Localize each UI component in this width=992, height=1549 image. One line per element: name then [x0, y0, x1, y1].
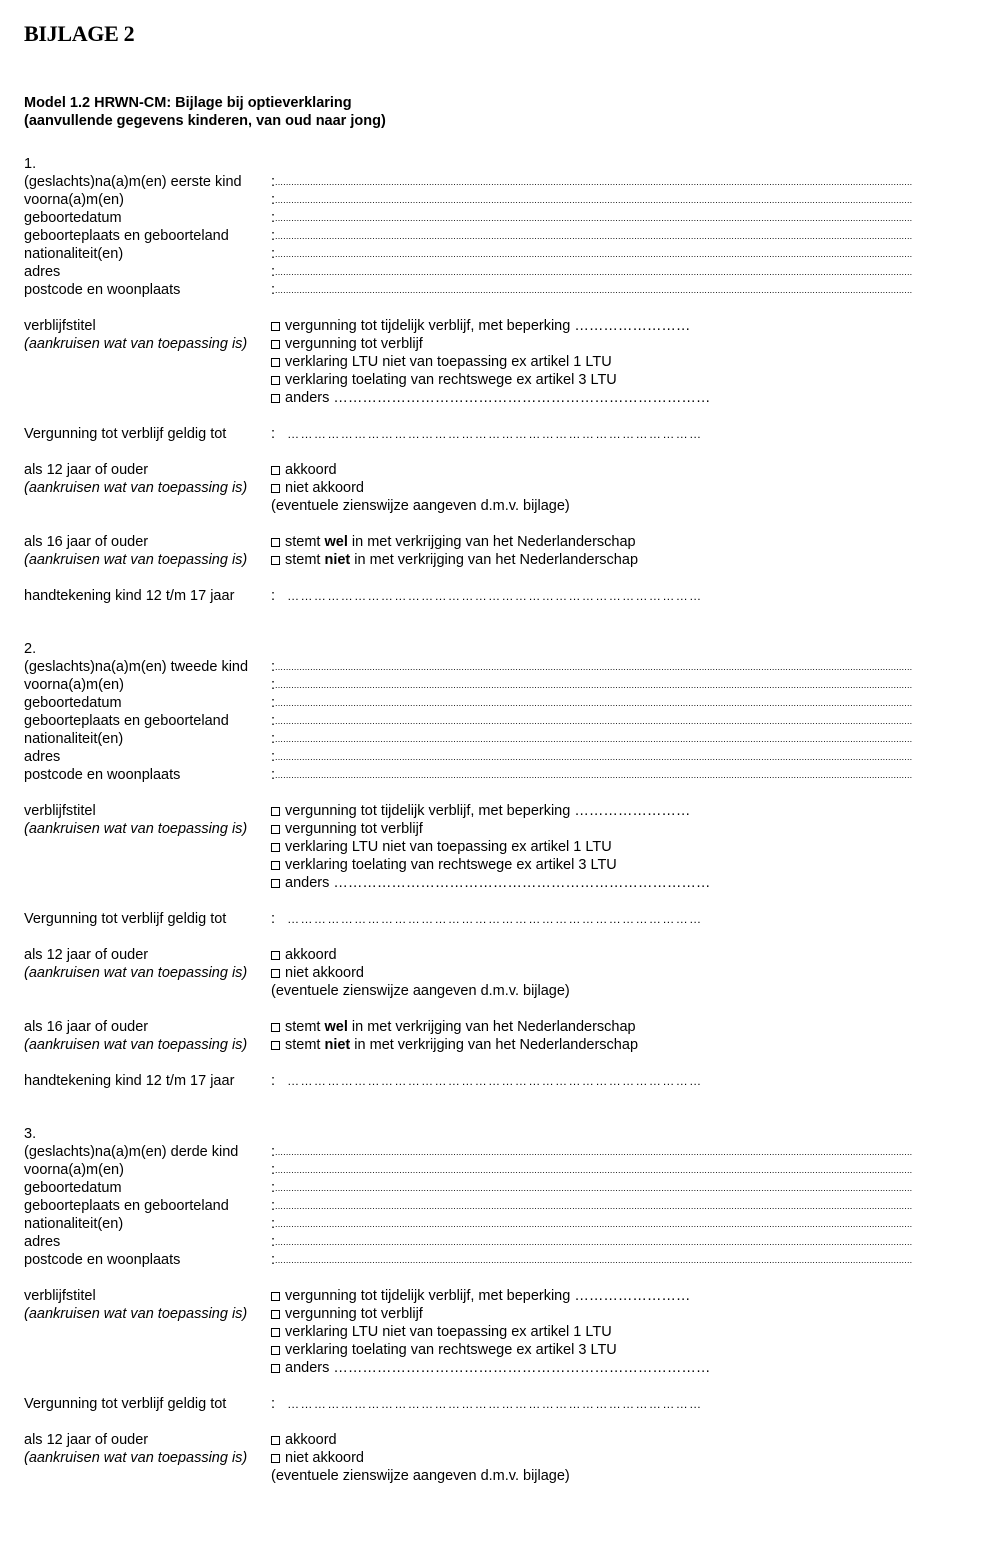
- check-instruction: (aankruisen wat van toepassing is): [24, 1450, 248, 1466]
- option-temporary[interactable]: vergunning tot tijdelijk verblijf, met beperking ……………………: [271, 317, 690, 335]
- signature-label: handtekening kind 12 t/m 17 jaar: [24, 1073, 235, 1089]
- firstname-label: voorna(a)m(en): [24, 1162, 124, 1178]
- birthplace-field[interactable]: : ............................................................................................................................................................................................................................................: [271, 1198, 913, 1214]
- residence-permit-label: verblijfstitel: [24, 318, 96, 334]
- option-consent[interactable]: stemt wel in met verkrijging van het Nederlanderschap: [271, 533, 636, 551]
- checkbox[interactable]: [271, 1310, 280, 1319]
- birthplace-row: [24, 1197, 913, 1215]
- name-label: (geslachts)na(a)m(en) tweede kind: [24, 659, 249, 675]
- birthplace-field[interactable]: : ............................................................................................................................................................................................................................................: [271, 713, 913, 729]
- checkbox[interactable]: [271, 1346, 280, 1355]
- child-number: 1.: [24, 156, 37, 172]
- name-row: [24, 1143, 913, 1161]
- name-field[interactable]: : ............................................................................................................................................................................................................................................: [271, 1144, 913, 1160]
- firstname-field[interactable]: : ............................................................................................................................................................................................................................................: [271, 192, 913, 208]
- option-admission[interactable]: verklaring toelating van rechtswege ex artikel 3 LTU: [271, 856, 617, 874]
- checkbox[interactable]: [271, 1454, 280, 1463]
- option-no-consent[interactable]: stemt niet in met verkrijging van het Nederlanderschap: [271, 551, 638, 569]
- age16-label: als 16 jaar of ouder: [24, 534, 149, 550]
- age12-label: als 12 jaar of ouder: [24, 1432, 149, 1448]
- name-label: (geslachts)na(a)m(en) eerste kind: [24, 174, 242, 190]
- child-number: 2.: [24, 641, 37, 657]
- valid-until-field[interactable]: : …………………………………………………………………………………: [271, 911, 703, 927]
- birthplace-field[interactable]: : ............................................................................................................................................................................................................................................: [271, 228, 913, 244]
- checkbox[interactable]: [271, 1023, 280, 1032]
- option-agree[interactable]: akkoord: [271, 461, 337, 479]
- checkbox[interactable]: [271, 394, 280, 403]
- checkbox[interactable]: [271, 1041, 280, 1050]
- subtitle-line-1: Model 1.2 HRWN-CM: Bijlage bij optieverklaring: [24, 95, 352, 111]
- option-disagree[interactable]: niet akkoord: [271, 1449, 364, 1467]
- birthdate-field[interactable]: : ............................................................................................................................................................................................................................................: [271, 1180, 913, 1196]
- checkbox[interactable]: [271, 879, 280, 888]
- child-section-3: [24, 1125, 913, 1485]
- option-agree[interactable]: akkoord: [271, 946, 337, 964]
- nationality-field[interactable]: : ............................................................................................................................................................................................................................................: [271, 1216, 913, 1232]
- option-residence[interactable]: vergunning tot verblijf: [271, 1305, 423, 1323]
- subtitle-line-2: (aanvullende gegevens kinderen, van oud naar jong): [24, 113, 386, 129]
- birthplace-label: geboorteplaats en geboorteland: [24, 713, 229, 729]
- name-field[interactable]: : ............................................................................................................................................................................................................................................: [271, 659, 913, 675]
- address-row: [24, 1233, 913, 1251]
- postcode-field[interactable]: : ............................................................................................................................................................................................................................................: [271, 767, 913, 783]
- option-no-consent[interactable]: stemt niet in met verkrijging van het Nederlanderschap: [271, 1036, 638, 1054]
- birthdate-row: [24, 694, 913, 712]
- birthdate-label: geboortedatum: [24, 210, 122, 226]
- nationality-label: nationaliteit(en): [24, 1216, 124, 1232]
- postcode-label: postcode en woonplaats: [24, 1252, 181, 1268]
- checkbox[interactable]: [271, 1364, 280, 1373]
- age16-label: als 16 jaar of ouder: [24, 1019, 149, 1035]
- birthplace-row: [24, 712, 913, 730]
- nationality-row: [24, 1215, 913, 1233]
- name-label: (geslachts)na(a)m(en) derde kind: [24, 1144, 239, 1160]
- checkbox[interactable]: [271, 340, 280, 349]
- address-row: [24, 263, 913, 281]
- checkbox[interactable]: [271, 951, 280, 960]
- name-row: [24, 658, 913, 676]
- name-field[interactable]: : ............................................................................................................................................................................................................................................: [271, 174, 913, 190]
- postcode-row: [24, 281, 913, 299]
- birthplace-label: geboorteplaats en geboorteland: [24, 228, 229, 244]
- birthplace-row: [24, 227, 913, 245]
- checkbox[interactable]: [271, 538, 280, 547]
- checkbox[interactable]: [271, 969, 280, 978]
- age12-label: als 12 jaar of ouder: [24, 462, 149, 478]
- option-residence[interactable]: vergunning tot verblijf: [271, 335, 423, 353]
- nationality-row: [24, 730, 913, 748]
- address-field[interactable]: : ............................................................................................................................................................................................................................................: [271, 1234, 913, 1250]
- residence-permit-label: verblijfstitel: [24, 1288, 96, 1304]
- postcode-label: postcode en woonplaats: [24, 767, 181, 783]
- valid-until-label: Vergunning tot verblijf geldig tot: [24, 1396, 227, 1412]
- option-ltu[interactable]: verklaring LTU niet van toepassing ex artikel 1 LTU: [271, 1323, 612, 1341]
- checkbox[interactable]: [271, 1328, 280, 1337]
- nationality-field[interactable]: : ............................................................................................................................................................................................................................................: [271, 246, 913, 262]
- child-section-1: [24, 155, 913, 605]
- checkbox[interactable]: [271, 466, 280, 475]
- signature-field[interactable]: : …………………………………………………………………………………: [271, 1073, 703, 1089]
- nationality-row: [24, 245, 913, 263]
- residence-permit-label: verblijfstitel: [24, 803, 96, 819]
- page-title: BIJLAGE 2: [24, 21, 135, 46]
- checkbox[interactable]: [271, 376, 280, 385]
- check-instruction: (aankruisen wat van toepassing is): [24, 1037, 248, 1053]
- option-residence[interactable]: vergunning tot verblijf: [271, 820, 423, 838]
- postcode-label: postcode en woonplaats: [24, 282, 181, 298]
- age12-label: als 12 jaar of ouder: [24, 947, 149, 963]
- check-instruction: (aankruisen wat van toepassing is): [24, 336, 248, 352]
- valid-until-label: Vergunning tot verblijf geldig tot: [24, 426, 227, 442]
- checkbox[interactable]: [271, 322, 280, 331]
- firstname-label: voorna(a)m(en): [24, 677, 124, 693]
- checkbox[interactable]: [271, 556, 280, 565]
- child-section-2: [24, 640, 913, 1090]
- option-disagree[interactable]: niet akkoord: [271, 964, 364, 982]
- firstname-field[interactable]: : ............................................................................................................................................................................................................................................: [271, 1162, 913, 1178]
- postcode-field[interactable]: : ............................................................................................................................................................................................................................................: [271, 282, 913, 298]
- postcode-row: [24, 766, 913, 784]
- opinion-note: (eventuele zienswijze aangeven d.m.v. bijlage): [271, 1468, 570, 1484]
- birthdate-row: [24, 209, 913, 227]
- birthdate-row: [24, 1179, 913, 1197]
- option-agree[interactable]: akkoord: [271, 1431, 337, 1449]
- option-consent[interactable]: stemt wel in met verkrijging van het Nederlanderschap: [271, 1018, 636, 1036]
- check-instruction: (aankruisen wat van toepassing is): [24, 552, 248, 568]
- check-instruction: (aankruisen wat van toepassing is): [24, 1306, 248, 1322]
- checkbox[interactable]: [271, 1292, 280, 1301]
- firstname-label: voorna(a)m(en): [24, 192, 124, 208]
- child-number: 3.: [24, 1126, 37, 1142]
- option-disagree[interactable]: niet akkoord: [271, 479, 364, 497]
- checkbox[interactable]: [271, 807, 280, 816]
- option-admission[interactable]: verklaring toelating van rechtswege ex artikel 3 LTU: [271, 371, 617, 389]
- postcode-field[interactable]: : ............................................................................................................................................................................................................................................: [271, 1252, 913, 1268]
- check-instruction: (aankruisen wat van toepassing is): [24, 821, 248, 837]
- option-temporary[interactable]: vergunning tot tijdelijk verblijf, met beperking ……………………: [271, 802, 690, 820]
- valid-until-label: Vergunning tot verblijf geldig tot: [24, 911, 227, 927]
- name-row: [24, 173, 913, 191]
- nationality-label: nationaliteit(en): [24, 246, 124, 262]
- birthdate-label: geboortedatum: [24, 695, 122, 711]
- check-instruction: (aankruisen wat van toepassing is): [24, 480, 248, 496]
- valid-until-field[interactable]: : …………………………………………………………………………………: [271, 1396, 703, 1412]
- checkbox[interactable]: [271, 861, 280, 870]
- birthdate-label: geboortedatum: [24, 1180, 122, 1196]
- nationality-field[interactable]: : ............................................................................................................................................................................................................................................: [271, 731, 913, 747]
- birthdate-field[interactable]: : ............................................................................................................................................................................................................................................: [271, 695, 913, 711]
- option-temporary[interactable]: vergunning tot tijdelijk verblijf, met beperking ……………………: [271, 1287, 690, 1305]
- option-admission[interactable]: verklaring toelating van rechtswege ex artikel 3 LTU: [271, 1341, 617, 1359]
- option-ltu[interactable]: verklaring LTU niet van toepassing ex artikel 1 LTU: [271, 838, 612, 856]
- birthplace-label: geboorteplaats en geboorteland: [24, 1198, 229, 1214]
- firstname-row: [24, 676, 913, 694]
- signature-label: handtekening kind 12 t/m 17 jaar: [24, 588, 235, 604]
- check-instruction: (aankruisen wat van toepassing is): [24, 965, 248, 981]
- address-label: adres: [24, 1234, 61, 1250]
- address-label: adres: [24, 264, 61, 280]
- checkbox[interactable]: [271, 843, 280, 852]
- form-subtitle: [24, 94, 386, 130]
- option-other[interactable]: anders ……………………………………………………………………: [271, 874, 710, 892]
- valid-until-field[interactable]: : …………………………………………………………………………………: [271, 426, 703, 442]
- checkbox[interactable]: [271, 358, 280, 367]
- checkbox[interactable]: [271, 484, 280, 493]
- firstname-row: [24, 1161, 913, 1179]
- signature-field[interactable]: : …………………………………………………………………………………: [271, 588, 703, 604]
- option-other[interactable]: anders ……………………………………………………………………: [271, 1359, 710, 1377]
- nationality-label: nationaliteit(en): [24, 731, 124, 747]
- opinion-note: (eventuele zienswijze aangeven d.m.v. bijlage): [271, 983, 570, 999]
- firstname-field[interactable]: : ............................................................................................................................................................................................................................................: [271, 677, 913, 693]
- checkbox[interactable]: [271, 1436, 280, 1445]
- address-row: [24, 748, 913, 766]
- birthdate-field[interactable]: : ............................................................................................................................................................................................................................................: [271, 210, 913, 226]
- firstname-row: [24, 191, 913, 209]
- opinion-note: (eventuele zienswijze aangeven d.m.v. bijlage): [271, 498, 570, 514]
- address-label: adres: [24, 749, 61, 765]
- checkbox[interactable]: [271, 825, 280, 834]
- postcode-row: [24, 1251, 913, 1269]
- address-field[interactable]: : ............................................................................................................................................................................................................................................: [271, 264, 913, 280]
- option-other[interactable]: anders ……………………………………………………………………: [271, 389, 710, 407]
- address-field[interactable]: : ............................................................................................................................................................................................................................................: [271, 749, 913, 765]
- option-ltu[interactable]: verklaring LTU niet van toepassing ex artikel 1 LTU: [271, 353, 612, 371]
